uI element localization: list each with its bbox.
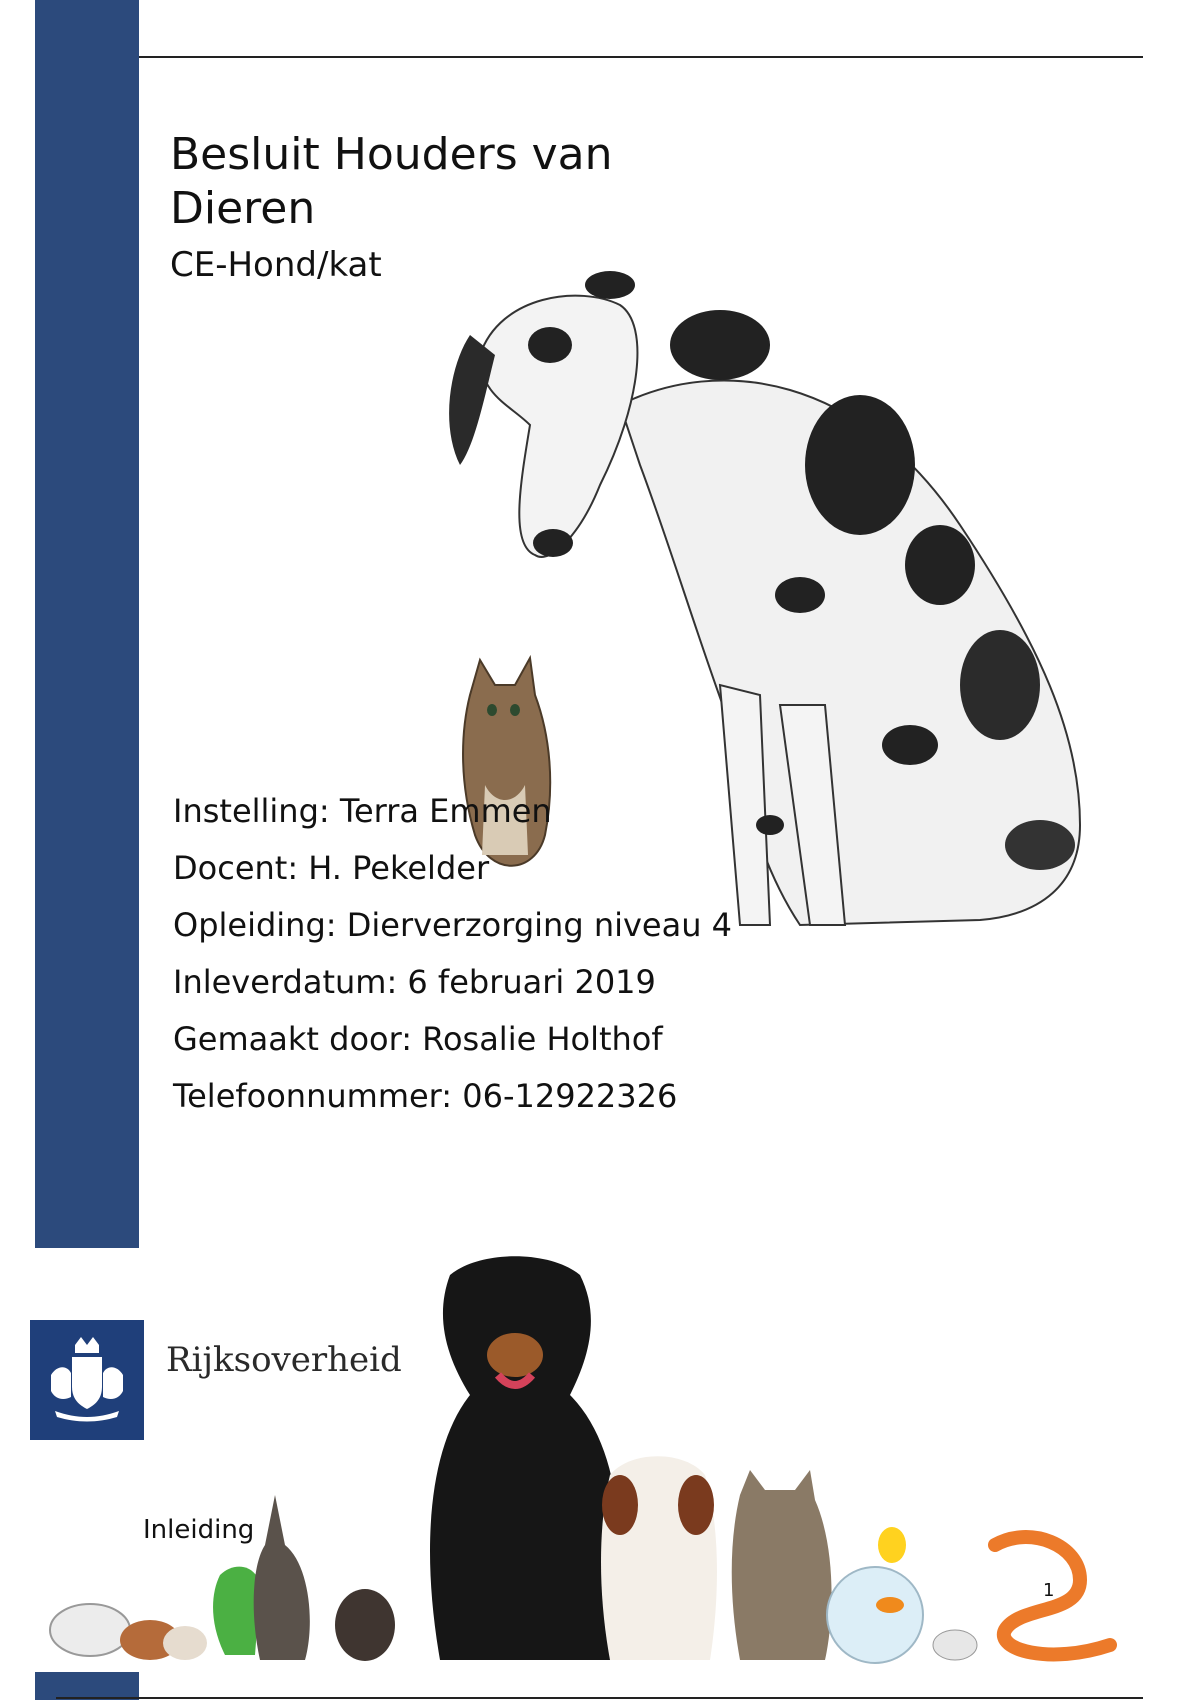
parrot — [213, 1567, 260, 1655]
sidebar-bar — [35, 0, 139, 1248]
document-title: Besluit Houders van Dieren — [170, 129, 613, 234]
rottweiler — [430, 1256, 620, 1660]
info-institution: Instelling: Terra Emmen — [173, 792, 552, 830]
ferret — [335, 1589, 395, 1661]
sidebar-bar-bottom — [35, 1672, 139, 1700]
logo-wordmark: Rijksoverheid — [166, 1340, 402, 1380]
fishbowl — [827, 1567, 923, 1663]
mouse — [933, 1630, 977, 1660]
rabbit — [254, 1495, 310, 1660]
bottom-rule — [56, 1697, 1143, 1699]
info-due-date: Inleverdatum: 6 februari 2019 — [173, 963, 656, 1001]
footer-label: Inleiding — [143, 1515, 255, 1545]
info-teacher: Docent: H. Pekelder — [173, 849, 490, 887]
cat — [732, 1470, 832, 1660]
page-number: 1 — [1043, 1580, 1055, 1601]
info-phone: Telefoonnummer: 06-12922326 — [173, 1077, 678, 1115]
document-info-list — [173, 792, 732, 1134]
footer-pets-image — [20, 1245, 1170, 1670]
guinea-pig-2 — [163, 1626, 207, 1660]
canary — [878, 1527, 906, 1563]
document-subtitle: CE-Hond/kat — [170, 245, 382, 285]
top-rule — [139, 56, 1143, 58]
rat — [50, 1604, 130, 1656]
info-program: Opleiding: Dierverzorging niveau 4 — [173, 906, 733, 944]
info-author: Gemaakt door: Rosalie Holthof — [173, 1020, 663, 1058]
